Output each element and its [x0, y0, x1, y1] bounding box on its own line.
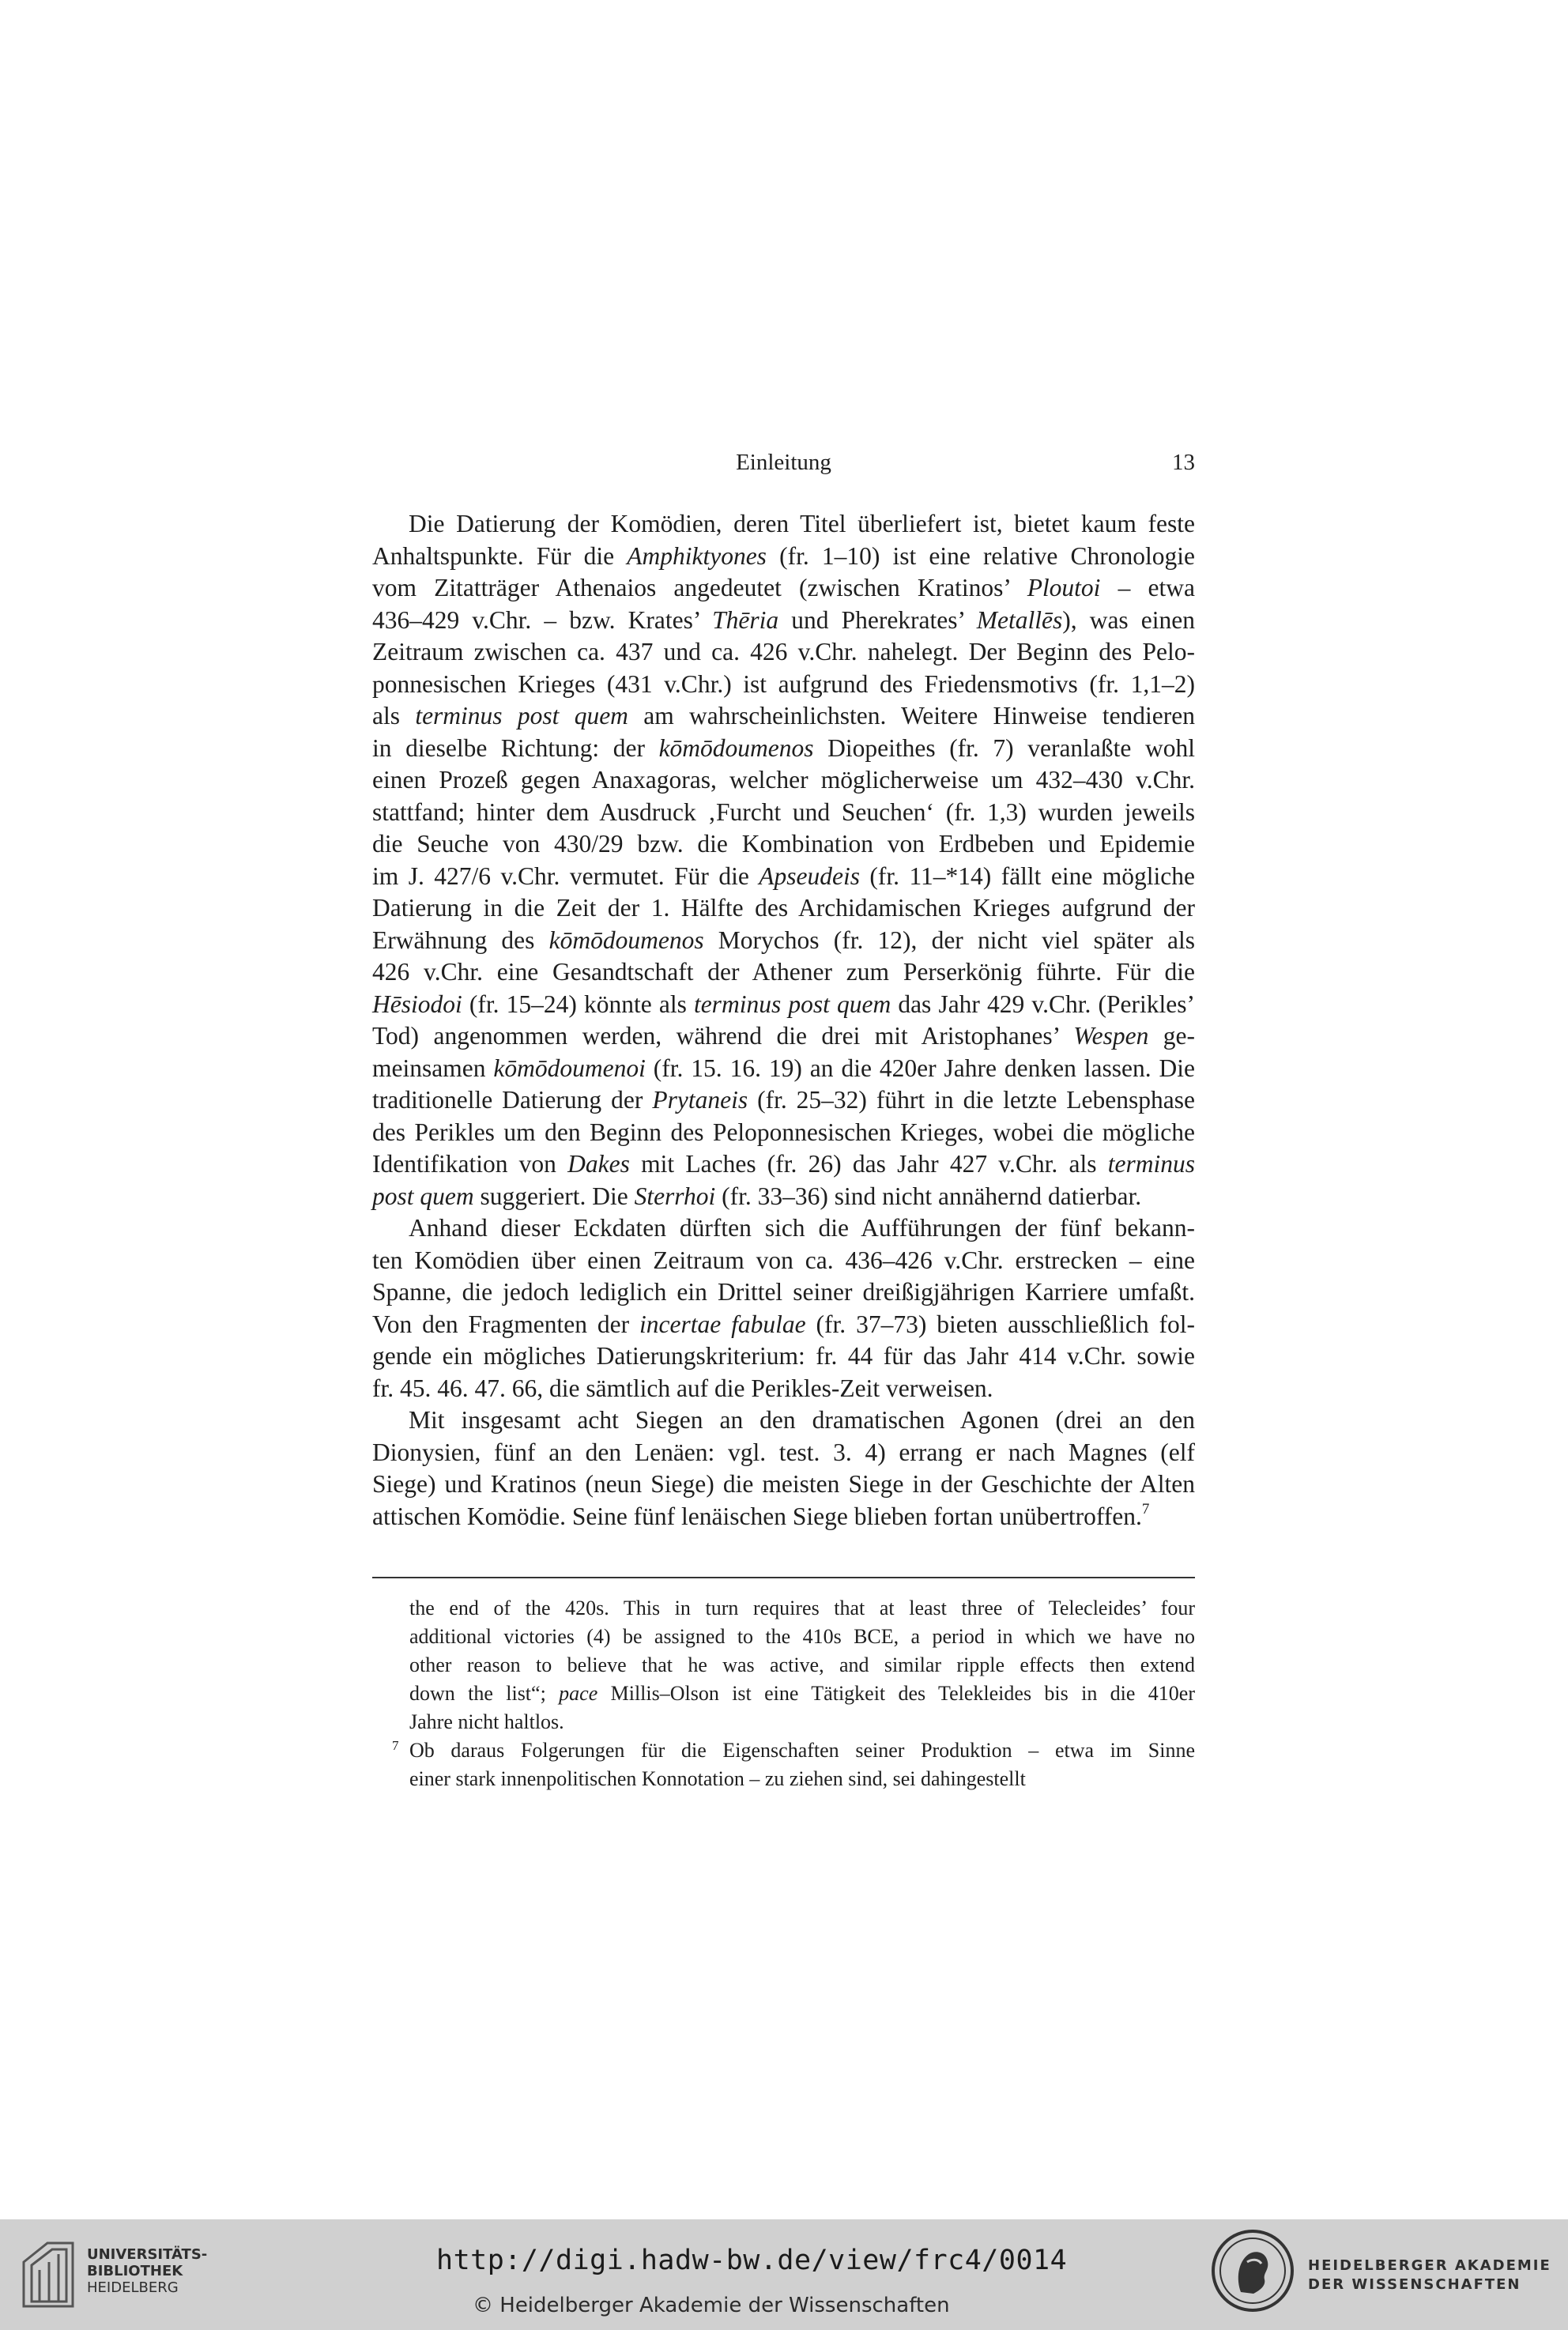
text-line: [372, 764, 1195, 797]
text-segment: terminus post quem: [415, 702, 628, 730]
copyright-notice: © Heidelberger Akademie der Wissenschaften: [473, 2294, 950, 2317]
text-line: [372, 1340, 1195, 1373]
text-line: [372, 733, 1195, 765]
text-segment: Erwähnung des: [372, 926, 549, 954]
text-segment: (fr. 1–10) ist eine relative Chronologie: [766, 541, 1196, 570]
text-line: [372, 572, 1195, 605]
text-segment: Jahre nicht haltlos.: [409, 1710, 564, 1733]
text-segment: das Jahr 429 v.Chr. (Perikles’: [891, 990, 1195, 1018]
text-segment: meinsamen: [372, 1054, 494, 1082]
text-line: [372, 797, 1195, 829]
text-line: [372, 1084, 1195, 1117]
university-library-name: [87, 2246, 207, 2296]
text-segment: Diopeithes (fr. 7) veranlaßte wohl: [813, 733, 1195, 762]
text-segment: Datierung in die Zeit der 1. Hälfte des Archidamischen Krieges aufgrund der: [372, 894, 1195, 922]
body-text: [372, 508, 1195, 1533]
text-segment: incertae fabulae: [639, 1310, 806, 1338]
text-segment: Metallēs: [976, 605, 1063, 634]
text-line: [372, 1469, 1195, 1501]
document-url[interactable]: http://digi.hadw-bw.de/view/frc4/0014: [436, 2245, 1068, 2276]
text-segment: – etwa: [1100, 574, 1195, 601]
ub-line-3: HEIDELBERG: [87, 2279, 179, 2296]
text-segment: the end of the 420s. This in turn requires that at least three of Telecleides’ four: [409, 1597, 1195, 1619]
text-segment: Apseudeis: [759, 861, 860, 890]
text-line: [372, 1117, 1195, 1149]
text-segment: Ploutoi: [1027, 574, 1101, 601]
text-line: [372, 669, 1195, 701]
text-segment: Thēria: [712, 605, 779, 634]
text-line: [372, 508, 1195, 541]
text-line: [372, 1053, 1195, 1085]
text-line: [372, 989, 1195, 1021]
text-line: [372, 1309, 1195, 1341]
text-line: [372, 828, 1195, 861]
text-segment: down the list“;: [409, 1682, 560, 1705]
text-segment: 7: [1141, 1500, 1150, 1518]
text-segment: des Perikles um den Beginn des Peloponnesischen Krieges, wobei die mögliche: [372, 1118, 1195, 1146]
text-segment: other reason to believe that he was active, and similar ripple effects then extend: [409, 1653, 1195, 1676]
text-segment: Wespen: [1073, 1022, 1149, 1050]
ub-line-1: UNIVERSITÄTS-: [87, 2246, 208, 2263]
text-segment: suggeriert. Die: [473, 1182, 635, 1210]
text-segment: die Seuche von 430/29 bzw. die Kombination von Erdbeben und Epidemie: [372, 830, 1195, 858]
text-segment: ge-: [1148, 1022, 1195, 1050]
text-segment: 426 v.Chr. eine Gesandtschaft der Athener zum Perserkönig führte. Für die: [372, 958, 1195, 986]
text-segment: Anhand dieser Eckdaten dürften sich die Aufführungen der fünf bekann-: [409, 1214, 1195, 1242]
text-line: [372, 1212, 1195, 1245]
text-line: [372, 892, 1195, 925]
page-number: 13: [1172, 450, 1195, 475]
text-segment: fr. 45. 46. 47. 66, die sämtlich auf die Perikles-Zeit verweisen.: [372, 1374, 993, 1402]
text-segment: (fr. 25–32) führt in die letzte Lebensphase: [748, 1086, 1195, 1114]
text-segment: Anhaltspunkte. Für die: [372, 541, 628, 570]
text-segment: am wahrscheinlichsten. Weitere Hinweise tendieren: [628, 702, 1196, 730]
text-segment: kōmōdoumenos: [658, 733, 814, 762]
text-segment: Amphiktyones: [627, 541, 767, 570]
text-segment: kōmōdoumenoi: [493, 1054, 646, 1082]
text-segment: Mit insgesamt acht Siegen an den dramatischen Agonen (drei an den: [409, 1406, 1195, 1434]
text-line: [372, 1276, 1195, 1309]
text-segment: einen Prozeß gegen Anaxagoras, welcher möglicherweise um 432–430 v.Chr.: [372, 766, 1195, 794]
footnote-number: 7: [392, 1738, 399, 1753]
text-segment: ten Komödien über einen Zeitraum von ca. 436–426 v.Chr. erstrecken – eine: [372, 1246, 1195, 1274]
text-line: [372, 1437, 1195, 1469]
ub-line-2: BIBLIOTHEK: [87, 2263, 183, 2279]
text-line: [409, 1680, 1195, 1708]
hadw-line-1: HEIDELBERGER AKADEMIE: [1308, 2257, 1551, 2274]
text-segment: gende ein mögliches Datierungskriterium: fr. 44 für das Jahr 414 v.Chr. sowie: [372, 1342, 1195, 1370]
text-segment: in dieselbe Richtung: der: [372, 733, 659, 762]
text-line: [409, 1765, 1195, 1793]
text-segment: (fr. 37–73) bieten ausschließlich fol-: [805, 1310, 1195, 1338]
text-segment: (fr. 15. 16. 19) an die 420er Jahre denken lassen. Die: [645, 1054, 1195, 1082]
text-segment: post quem: [372, 1182, 474, 1210]
page-header: [372, 444, 1195, 481]
academy-seal-icon: [1209, 2227, 1296, 2314]
text-line: [372, 1404, 1195, 1437]
text-segment: Sterrhoi: [634, 1182, 716, 1210]
text-segment: als: [372, 702, 416, 730]
text-line: [372, 1373, 1195, 1405]
text-segment: (fr. 11–*14) fällt eine mögliche: [859, 861, 1195, 890]
text-line: [372, 956, 1195, 989]
text-segment: Siege) und Kratinos (neun Siege) die meisten Siege in der Geschichte der Alten: [372, 1470, 1195, 1498]
text-line: [392, 1736, 1195, 1765]
text-segment: im J. 427/6 v.Chr. vermutet. Für die: [372, 861, 760, 890]
text-line: [372, 605, 1195, 637]
text-line: [372, 1501, 1195, 1533]
text-line: [409, 1708, 1195, 1736]
text-segment: pace: [559, 1682, 598, 1705]
text-line: [372, 925, 1195, 957]
hadw-line-2: DER WISSENSCHAFTEN: [1308, 2276, 1521, 2293]
text-segment: stattfand; hinter dem Ausdruck ‚Furcht und Seuchen‘ (fr. 1,3) wurden jeweils: [372, 797, 1195, 826]
text-segment: ), was einen: [1062, 605, 1195, 634]
text-line: [372, 861, 1195, 893]
text-segment: Prytaneis: [652, 1086, 748, 1114]
text-line: [372, 700, 1195, 733]
text-segment: einer stark innenpolitischen Konnotation – zu ziehen sind, sei dahingestellt: [409, 1767, 1026, 1790]
text-line: [372, 636, 1195, 669]
text-segment: mit Laches (fr. 26) das Jahr 427 v.Chr. als: [629, 1150, 1108, 1178]
text-segment: Millis–Olson ist eine Tätigkeit des Telekleides bis in die 410er: [597, 1682, 1195, 1705]
text-line: [372, 1181, 1195, 1213]
text-segment: Dionysien, fünf an den Lenäen: vgl. test. 3. 4) errang er nach Magnes (elf: [372, 1438, 1195, 1466]
text-segment: Identifikation von: [372, 1150, 568, 1178]
text-segment: (fr. 15–24) könnte als: [462, 990, 694, 1018]
text-line: [372, 541, 1195, 573]
text-segment: Morychos (fr. 12), der nicht viel später als: [703, 926, 1196, 954]
text-segment: Dakes: [567, 1150, 630, 1178]
text-segment: traditionelle Datierung der: [372, 1086, 653, 1114]
text-segment: ponnesischen Krieges (431 v.Chr.) ist aufgrund des Friedensmotivs (fr. 1,1–2): [372, 669, 1195, 698]
footnotes: [392, 1594, 1195, 1793]
text-line: [409, 1594, 1195, 1623]
text-segment: Zeitraum zwischen ca. 437 und ca. 426 v.Chr. nahelegt. Der Beginn des Pelo-: [372, 638, 1195, 665]
text-segment: additional victories (4) be assigned to the 410s BCE, a period in which we have no: [409, 1625, 1195, 1648]
text-segment: 436–429 v.Chr. – bzw. Krates’: [372, 605, 713, 634]
running-title: Einleitung: [736, 450, 831, 475]
text-segment: terminus post quem: [693, 990, 891, 1018]
text-segment: Hēsiodoi: [372, 990, 462, 1018]
text-segment: Von den Fragmenten der: [372, 1310, 640, 1338]
text-line: [372, 1148, 1195, 1181]
text-segment: und Pherekrates’: [778, 605, 977, 634]
text-segment: kōmōdoumenos: [548, 926, 704, 954]
text-line: [372, 1245, 1195, 1277]
text-segment: Die Datierung der Komödien, deren Titel überliefert ist, bietet kaum feste: [409, 510, 1195, 537]
academy-name: [1308, 2256, 1551, 2294]
text-segment: Spanne, die jedoch lediglich ein Drittel seiner dreißigjährigen Karriere umfaßt.: [372, 1278, 1195, 1306]
text-segment: Ob daraus Folgerungen für die Eigenschaften seiner Produktion – etwa im Sinne: [409, 1739, 1195, 1762]
text-segment: vom Zitatträger Athenaios angedeutet (zwischen Kratinos’: [372, 574, 1027, 601]
text-line: [409, 1623, 1195, 1651]
text-segment: Tod) angenommen werden, während die drei mit Aristophanes’: [372, 1022, 1074, 1050]
footnote-separator: [372, 1577, 1195, 1578]
text-line: [409, 1651, 1195, 1680]
text-line: [372, 1020, 1195, 1053]
text-segment: (fr. 33–36) sind nicht annähernd datierbar.: [715, 1182, 1142, 1210]
text-segment: attischen Komödie. Seine fünf lenäischen Siege blieben fortan unübertroffen.: [372, 1502, 1142, 1530]
text-segment: terminus: [1107, 1150, 1195, 1178]
